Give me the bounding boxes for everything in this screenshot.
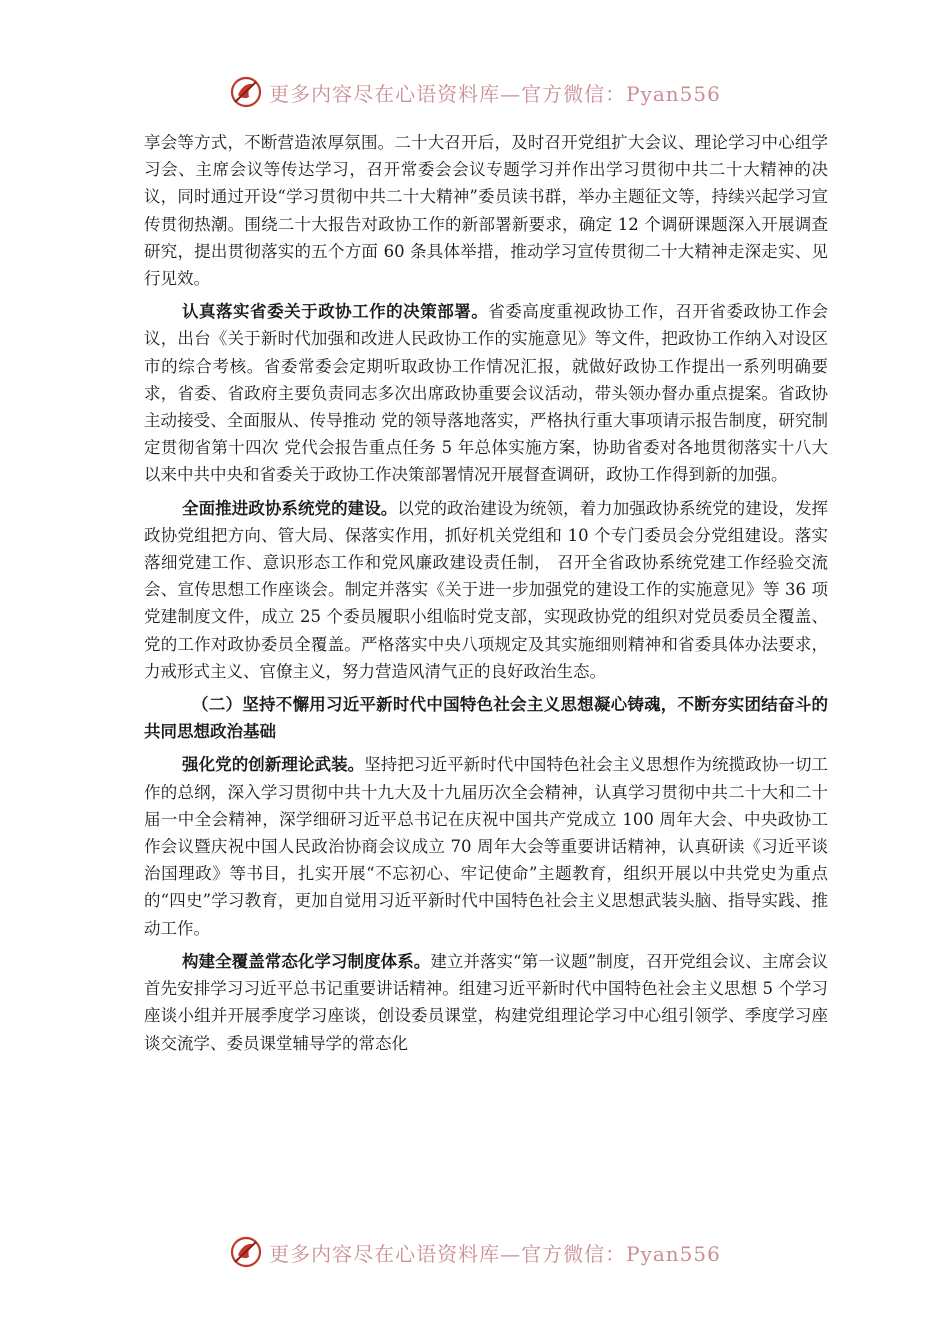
paragraph-party-decisions xyxy=(144,298,828,488)
section-heading: （二）坚持不懈用习近平新时代中国特色社会主义思想凝心铸魂，不断夯实团结奋斗的共同思想政治基础 xyxy=(144,695,828,742)
header-banner xyxy=(0,72,950,112)
paragraph-lead: 认真落实省委关于政协工作的决策部署。 xyxy=(182,302,489,322)
footer-banner xyxy=(0,1232,950,1272)
document-body xyxy=(144,129,828,1063)
paragraph-continuation xyxy=(144,129,828,292)
brand-logo-icon xyxy=(229,75,263,109)
paragraph-text: 坚持把习近平新时代中国特色社会主义思想作为统揽政协一切工作的总纲，深入学习贯彻中共十九大及十九届历次全会精神，认真学习贯彻中共二十大和二十届一中全会精神，深学细研习近平总书记在庆祝中国共产党成立 100 周年大会、中央政协工作会议暨庆祝中国人民政治协商会议成立 70 周年大会等重要讲话精神，认真研读《习近平谈治国理政》等书目，扎实开展“不忘初心、牢记使命”主题教育，组织开展以中共党史为重点的“四史”学习教育，更加自觉用习近平新时代中国特色社会主义思想武装头脑、指导实践、推动工作。 xyxy=(144,755,829,938)
paragraph-lead: 全面推进政协系统党的建设。 xyxy=(182,498,398,518)
paragraph-text: 以党的政治建设为统领，着力加强政协系统党的建设，发挥政协党组把方向、管大局、保落实作用，抓好机关党组和 10 个专门委员会分党组建设。落实落细党建工作、意识形态工作和党风廉政建设责任制， 召开全省政协系统党建工作经验交流会、宣传思想工作座谈会。制定并落实《关于进一步加强党的建设工作的实施意见》等 36 项党建制度文件，成立 25 个委员履职小组临时党支部，实现政协党的组织对党员委员全覆盖、党的工作对政协委员全覆盖。严格落实中央八项规定及其实施细则精神和省委具体办法要求，力戒形式主义、官僚主义，努力营造风清气正的良好政治生态。 xyxy=(144,498,829,681)
paragraph-party-building xyxy=(144,495,828,685)
banner-text: 更多内容尽在心语资料库—官方微信：Pyan556 xyxy=(269,81,721,106)
banner-text: 更多内容尽在心语资料库—官方微信：Pyan556 xyxy=(269,1241,721,1266)
paragraph-lead: 构建全覆盖常态化学习制度体系。 xyxy=(182,951,431,971)
paragraph-lead: 强化党的创新理论武装。 xyxy=(182,755,365,775)
paragraph-study-system xyxy=(144,948,828,1057)
paragraph-theory xyxy=(144,751,828,941)
paragraph-text: 享会等方式，不断营造浓厚氛围。二十大召开后，及时召开党组扩大会议、理论学习中心组学习会、主席会议等传达学习，召开常委会会议专题学习并作出学习贯彻中共二十大精神的决议，同时通过开设“学习贯彻中共二十大精神”委员读书群，举办主题征文等，持续兴起学习宣传贯彻热潮。围绕二十大报告对政协工作的新部署新要求，确定 12 个调研课题深入开展调查研究，提出贯彻落实的五个方面 60 条具体举措，推动学习宣传贯彻二十大精神走深走实、见行见效。 xyxy=(144,133,828,289)
paragraph-text: 省委高度重视政协工作，召开省委政协工作会议，出台《关于新时代加强和改进人民政协工作的实施意见》等文件，把政协工作纳入对设区市的综合考核。省委常委会定期听取政协工作情况汇报，就做好政协工作提出一系列明确要求，省委、省政府主要负责同志多次出席政协重要会议活动，带头领办督办重点提案。省政协主动接受、全面服从、传导推动 党的领导落地落实，严格执行重大事项请示报告制度，研究制定贯彻省第十四次 党代会报告重点任务 5 年总体实施方案，协助省委对各地贯彻落实十八大以来中共中央和省委关于政协工作决策部署情况开展督查调研，政协工作得到新的加强。 xyxy=(144,302,829,485)
brand-logo-icon xyxy=(229,1235,263,1269)
paragraph-text: 建立并落实“第一议题”制度，召开党组会议、主席会议首先安排学习习近平总书记重要讲话精神。组建习近平新时代中国特色社会主义思想 5 个学习座谈小组并开展季度学习座谈，创设委员课堂，构建党组理论学习中心组引领学、季度学习座谈交流学、委员课堂辅导学的常态化 xyxy=(144,951,829,1053)
